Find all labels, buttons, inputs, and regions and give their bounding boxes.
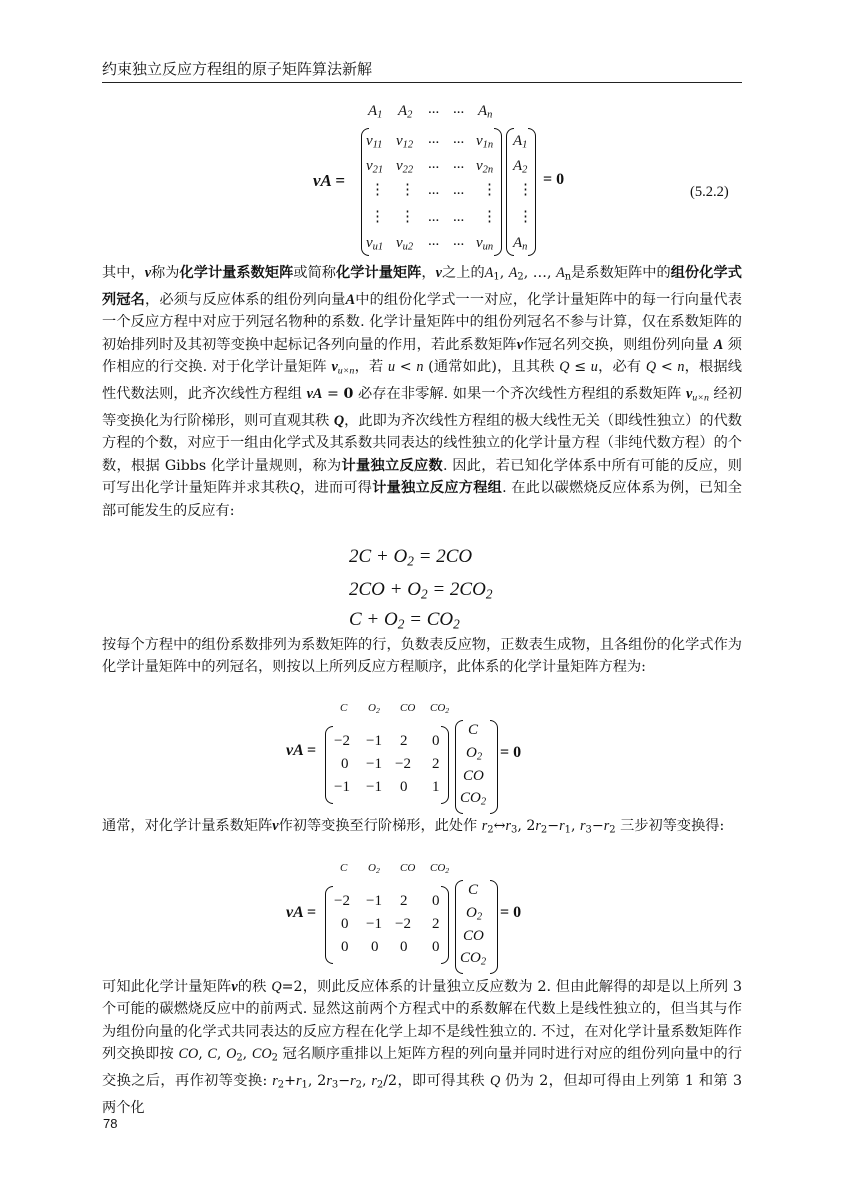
col-head: $A_1$: [368, 103, 383, 121]
col-head: $CO_2$: [430, 862, 450, 875]
cell: $\nu_{12}$: [396, 133, 414, 151]
vector-cell: ⋮: [518, 209, 533, 225]
cell: $\nu_{22}$: [396, 158, 414, 176]
cell: $\nu_{u2}$: [396, 235, 414, 253]
cell: ...: [428, 131, 440, 147]
col-head: C: [340, 862, 348, 874]
cell: 0: [432, 893, 440, 909]
cell: $\nu_{21}$: [366, 158, 384, 176]
cell: −1: [334, 779, 350, 795]
cell: 0: [400, 939, 408, 955]
vector-cell: $O_2$: [466, 905, 483, 923]
lhs: νA =: [286, 742, 317, 759]
vector-cell: CO: [463, 768, 484, 784]
col-head: C: [340, 702, 348, 714]
vector-cell: $A_1$: [513, 133, 528, 151]
cell: −1: [366, 733, 382, 749]
cell: ...: [453, 131, 465, 147]
cell: ⋮: [400, 209, 415, 225]
col-head: CO: [400, 862, 416, 874]
cell: 0: [400, 779, 408, 795]
cell: $\nu_{11}$: [366, 133, 383, 151]
lhs: νA =: [313, 171, 345, 190]
cell: −1: [366, 756, 382, 772]
cell: ...: [428, 156, 440, 172]
cell: 0: [341, 756, 349, 772]
cell: $\nu_{un}$: [476, 235, 494, 253]
cell: ⋮: [482, 209, 497, 225]
cell: ⋮: [370, 182, 385, 198]
paragraph-4: 可知此化学计量矩阵ν的秩 Q=2，则此反应体系的计量独立反应数为 2. 但由此解得的却是以上所列 3 个可能的碳燃烧反应中的前两式. 显然这前两个方程式中的系数解在代数上是线性独立的，但当其与作为组份向量的化学式共同表达的反应方程在化学上却不是线性独立的. 不过，在对化学计量系数矩阵作列交换即按 CO, C, $O_2$, $CO_2$ 冠名顺序重排以上矩阵方程的列向量并同时进行对应的组份列向量中的行交换之后，再作初等变换: $r_2+r_1$, $2r_3-r_2$, $r_2/2$，即可得其秩 Q 仍为 2，但却可得由上列第 1 和第 3 两个化: [102, 979, 742, 1116]
col-head: $A_n$: [478, 103, 493, 121]
cell: ⋮: [370, 209, 385, 225]
rhs: = 0: [500, 744, 522, 761]
paragraph-1: 其中，ν称为化学计量系数矩阵或简称化学计量矩阵，ν之上的$A_1$, $A_2$, …, $A_n$是系数矩阵中的组份化学式列冠名，必须与反应体系的组份列向量A中的组份化学式一一对应，化学计量矩阵中的每一行向量代表一个反应方程中对应于列冠名物种的系数. 化学计量矩阵中的组份列冠名不参与计算，仅在系数矩阵的初始排列时及其初等变换中起标记各列向量的作用，若此系数矩阵ν作冠名列交换，则组份列向量 A 须作相应的行交换. 对于化学计量矩阵 $\nu_{u\times n}$，若 u < n (通常如此)，且其秩 Q ≤ u，必有 Q < n，根据线性代数法则，此齐次线性方程组 νA = 0 必存在非零解. 如果一个齐次线性方程组的系数矩阵 $\nu_{u\times n}$ 经初等变换化为行阶梯形，则可直观其秩 Q，此即为齐次线性方程组的极大线性无关（即线性独立）的代数方程的个数，对应于一组由化学式及其系数共同表达的线性独立的化学计量方程（非纯代数方程）的个数，根据 Gibbs 化学计量规则，称为计量独立反应数. 因此，若已知化学体系中所有可能的反应，则可写出化学计量矩阵并求其秩Q，进而可得计量独立反应方程组. 在此以碳燃烧反应体系为例，已知全部可能发生的反应有:: [102, 265, 742, 519]
cell: 2: [432, 916, 440, 932]
cell: −2: [334, 893, 350, 909]
cell: −1: [366, 893, 382, 909]
paragraph-2: 按每个方程中的组份系数排列为系数矩阵的行，负数表反应物，正数表生成物，且各组份的化学式作为化学计量矩阵中的列冠名，则按以上所列反应方程顺序，此体系的化学计量矩阵方程为:: [102, 637, 742, 676]
running-header: 约束独立反应方程组的原子矩阵算法新解: [102, 56, 742, 83]
cell: ...: [453, 182, 465, 198]
col-head: $A_2$: [398, 103, 413, 121]
cell: ⋮: [482, 182, 497, 198]
vector-cell: C: [468, 722, 479, 738]
right-paren: [490, 880, 498, 974]
cell: ...: [428, 209, 440, 225]
vector-cell: $CO_2$: [460, 790, 487, 808]
col-head: ...: [453, 101, 465, 117]
cell: 2: [400, 733, 408, 749]
equation-number: (5.2.2): [690, 184, 729, 200]
cell: 2: [400, 893, 408, 909]
cell: ...: [453, 156, 465, 172]
vector-cell: $A_2$: [513, 158, 528, 176]
col-head: CO: [400, 702, 416, 714]
reaction-1: $2C + O_2 = 2CO$: [349, 546, 473, 569]
cell: ...: [453, 209, 465, 225]
vector-cell: ⋮: [518, 182, 533, 198]
cell: $\nu_{1n}$: [476, 133, 494, 151]
rhs: = 0: [543, 171, 565, 188]
reaction-3: $C + O_2 = CO_2$: [349, 609, 460, 632]
left-paren: [325, 886, 333, 964]
cell: 0: [432, 939, 440, 955]
cell: ⋮: [400, 182, 415, 198]
vector-cell: C: [468, 882, 479, 898]
vector-cell: CO: [463, 928, 484, 944]
rhs: = 0: [500, 904, 522, 921]
right-paren: [441, 886, 449, 964]
col-head: $O_2$: [368, 702, 380, 715]
lhs: νA =: [286, 904, 317, 921]
cell: −2: [395, 756, 411, 772]
cell: −1: [366, 916, 382, 932]
col-head: $CO_2$: [430, 702, 450, 715]
cell: $\nu_{u1}$: [366, 235, 384, 253]
cell: 0: [341, 916, 349, 932]
cell: 0: [371, 939, 379, 955]
paragraph-3: 通常，对化学计量系数矩阵ν作初等变换至行阶梯形，此处作 $r_2\leftrightarrow r_3$, $2r_2-r_1$, $r_3-r_2$ 三步初等变换得:: [102, 818, 725, 836]
cell: 1: [432, 779, 440, 795]
cell: −2: [395, 916, 411, 932]
cell: ...: [428, 182, 440, 198]
cell: −2: [334, 733, 350, 749]
vector-cell: $CO_2$: [460, 950, 487, 968]
col-head: $O_2$: [368, 862, 380, 875]
vector-cell: $A_n$: [513, 235, 528, 253]
page-number: 78: [103, 1116, 118, 1131]
cell: ...: [428, 233, 440, 249]
cell: 0: [341, 939, 349, 955]
reaction-2: $2CO + O_2 = 2CO_2$: [349, 579, 493, 602]
cell: $\nu_{2n}$: [476, 158, 494, 176]
cell: −1: [366, 779, 382, 795]
col-head: ...: [428, 101, 440, 117]
cell: 0: [432, 733, 440, 749]
vector-cell: $O_2$: [466, 745, 483, 763]
cell: ...: [453, 233, 465, 249]
cell: 2: [432, 756, 440, 772]
